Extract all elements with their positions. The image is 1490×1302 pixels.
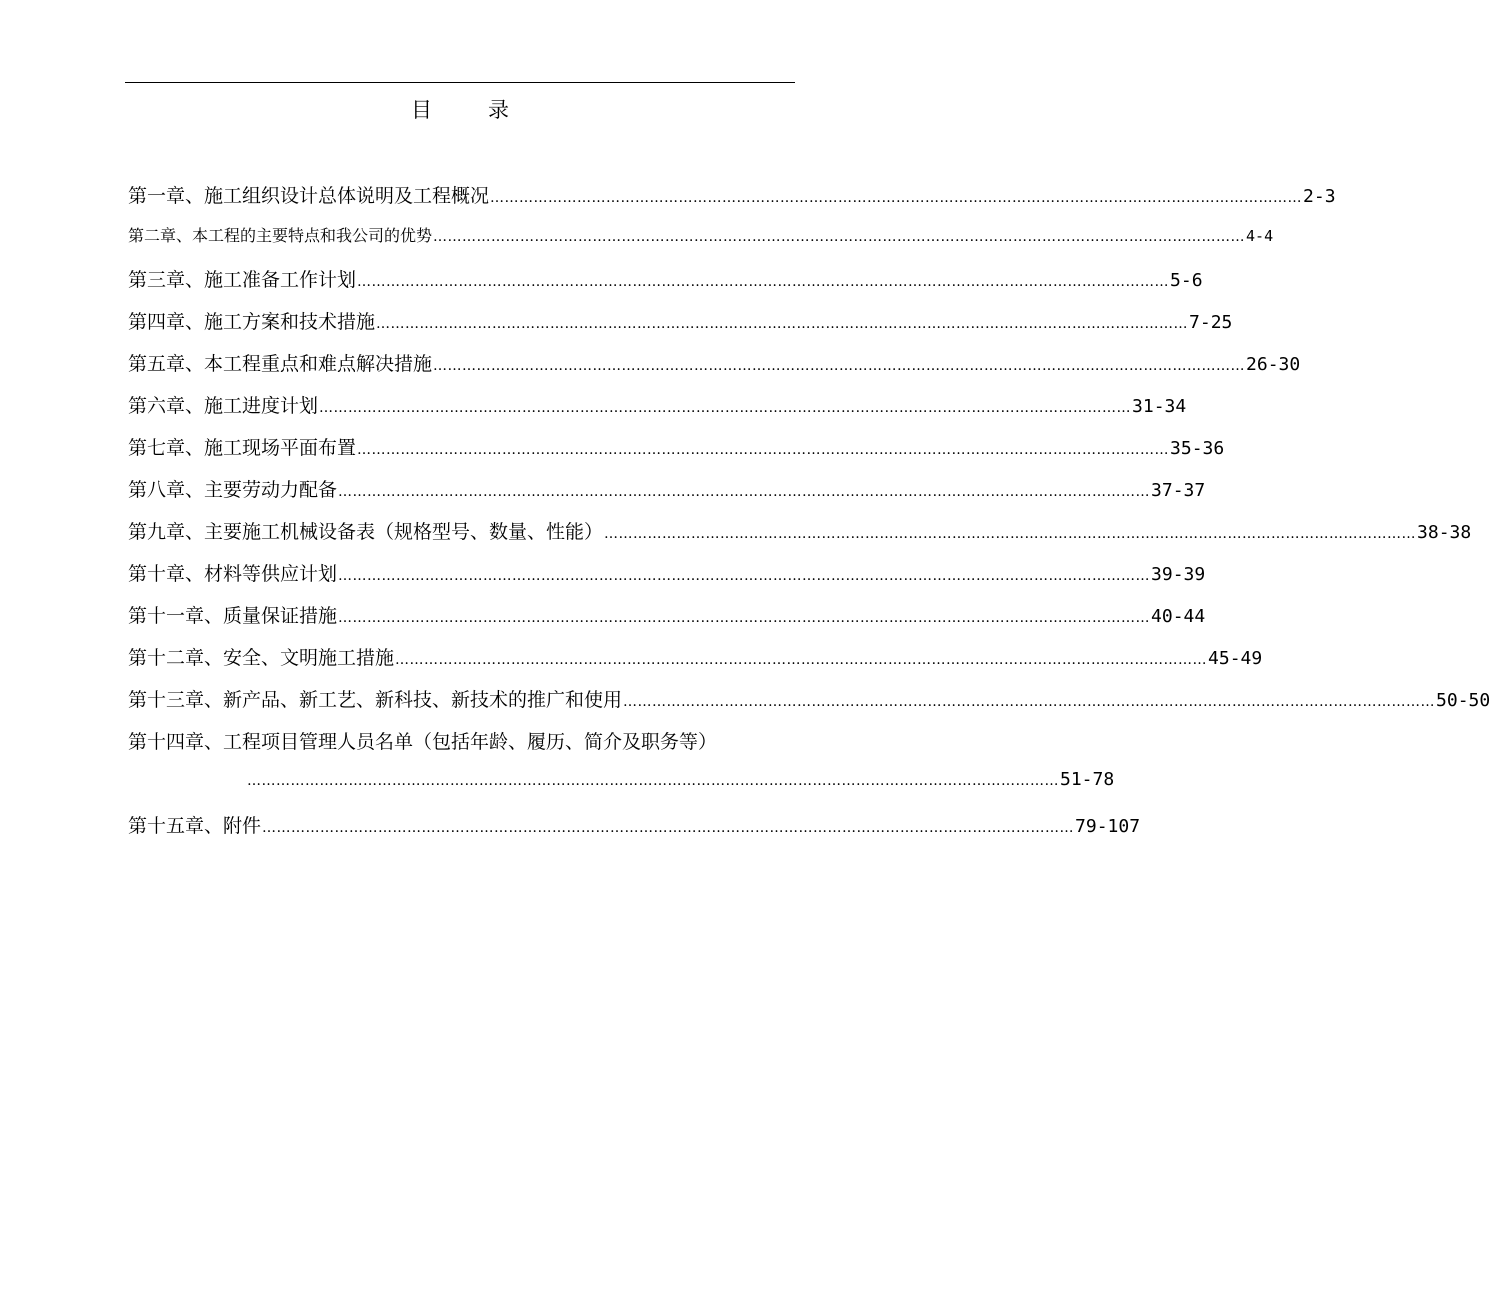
page-title bbox=[0, 94, 920, 124]
toc-chapter: 第二章、本工程的主要特点和我公司的优势 bbox=[128, 226, 433, 245]
toc-entry[interactable] bbox=[128, 433, 1225, 475]
toc-entry[interactable] bbox=[128, 559, 1206, 601]
toc-leader: …………………………………………………………………………………………………………………………………………………… bbox=[357, 442, 1170, 458]
toc-chapter: 第十一章、质量保证措施 bbox=[128, 605, 338, 627]
toc-entry[interactable] bbox=[128, 811, 1141, 853]
toc-chapter: 第十四章、工程项目管理人员名单（包括年龄、履历、简介及职务等） bbox=[128, 731, 718, 753]
toc-leader: …………………………………………………………………………………………………………………………………………………… bbox=[623, 694, 1436, 710]
table-of-contents bbox=[128, 181, 1490, 853]
toc-leader: …………………………………………………………………………………………………………………………………………………… bbox=[376, 316, 1189, 332]
toc-pages: 51-78 bbox=[1060, 769, 1115, 790]
toc-leader: …………………………………………………………………………………………………………………………………………………… bbox=[395, 652, 1208, 668]
toc-pages: 2-3 bbox=[1303, 186, 1336, 207]
toc-entry[interactable] bbox=[128, 349, 1301, 391]
toc-chapter: 第三章、施工准备工作计划 bbox=[128, 269, 357, 291]
title-char-2: 录 bbox=[488, 98, 509, 122]
header-rule bbox=[125, 82, 795, 83]
toc-pages: 39-39 bbox=[1151, 564, 1206, 585]
toc-leader: …………………………………………………………………………………………………………………………………………………… bbox=[338, 610, 1151, 626]
toc-leader: …………………………………………………………………………………………………………………………………………………… bbox=[319, 400, 1132, 416]
toc-leader: …………………………………………………………………………………………………………………………………………………… bbox=[357, 274, 1170, 290]
toc-entry[interactable] bbox=[128, 475, 1206, 517]
toc-pages: 37-37 bbox=[1151, 480, 1206, 501]
toc-pages: 79-107 bbox=[1075, 816, 1141, 837]
toc-chapter: 第九章、主要施工机械设备表（规格型号、数量、性能） bbox=[128, 521, 604, 543]
toc-chapter: 第十五章、附件 bbox=[128, 815, 262, 837]
toc-entry[interactable] bbox=[128, 391, 1187, 433]
toc-chapter: 第一章、施工组织设计总体说明及工程概况 bbox=[128, 185, 490, 207]
toc-pages: 5-6 bbox=[1170, 270, 1203, 291]
toc-entry[interactable] bbox=[128, 223, 1274, 265]
toc-leader: …………………………………………………………………………………………………………………………………………………… bbox=[247, 773, 1059, 789]
toc-entry[interactable] bbox=[128, 727, 1115, 811]
toc-pages: 40-44 bbox=[1151, 606, 1206, 627]
toc-entry[interactable] bbox=[128, 181, 1336, 223]
toc-entry[interactable] bbox=[128, 685, 1490, 727]
toc-pages: 26-30 bbox=[1246, 354, 1301, 375]
toc-entry[interactable] bbox=[128, 601, 1206, 643]
toc-chapter: 第六章、施工进度计划 bbox=[128, 395, 319, 417]
toc-entry[interactable] bbox=[128, 643, 1263, 685]
toc-entry[interactable] bbox=[128, 307, 1233, 349]
toc-chapter: 第十二章、安全、文明施工措施 bbox=[128, 647, 395, 669]
toc-leader: …………………………………………………………………………………………………………………………………………………… bbox=[262, 820, 1075, 836]
toc-pages: 35-36 bbox=[1170, 438, 1225, 459]
toc-chapter: 第七章、施工现场平面布置 bbox=[128, 437, 357, 459]
toc-pages: 45-49 bbox=[1208, 648, 1263, 669]
toc-leader: …………………………………………………………………………………………………………………………………………………… bbox=[604, 526, 1417, 542]
toc-leader: …………………………………………………………………………………………………………………………………………………… bbox=[338, 568, 1151, 584]
toc-pages: 38-38 bbox=[1417, 522, 1472, 543]
toc-chapter: 第十三章、新产品、新工艺、新科技、新技术的推广和使用 bbox=[128, 689, 623, 711]
toc-entry[interactable] bbox=[128, 265, 1203, 307]
toc-chapter: 第八章、主要劳动力配备 bbox=[128, 479, 338, 501]
toc-entry[interactable] bbox=[128, 517, 1472, 559]
toc-leader: …………………………………………………………………………………………………………………………………………………… bbox=[490, 190, 1303, 206]
toc-chapter: 第五章、本工程重点和难点解决措施 bbox=[128, 353, 433, 375]
toc-pages: 31-34 bbox=[1132, 396, 1187, 417]
toc-chapter: 第四章、施工方案和技术措施 bbox=[128, 311, 376, 333]
toc-leader: …………………………………………………………………………………………………………………………………………………… bbox=[433, 229, 1246, 245]
toc-pages: 4-4 bbox=[1246, 227, 1274, 245]
toc-leader: …………………………………………………………………………………………………………………………………………………… bbox=[338, 484, 1151, 500]
toc-pages: 50-50 bbox=[1436, 690, 1490, 711]
toc-pages: 7-25 bbox=[1189, 312, 1233, 333]
toc-leader: …………………………………………………………………………………………………………………………………………………… bbox=[433, 358, 1246, 374]
toc-chapter: 第十章、材料等供应计划 bbox=[128, 563, 338, 585]
title-char-1: 目 bbox=[411, 98, 432, 122]
